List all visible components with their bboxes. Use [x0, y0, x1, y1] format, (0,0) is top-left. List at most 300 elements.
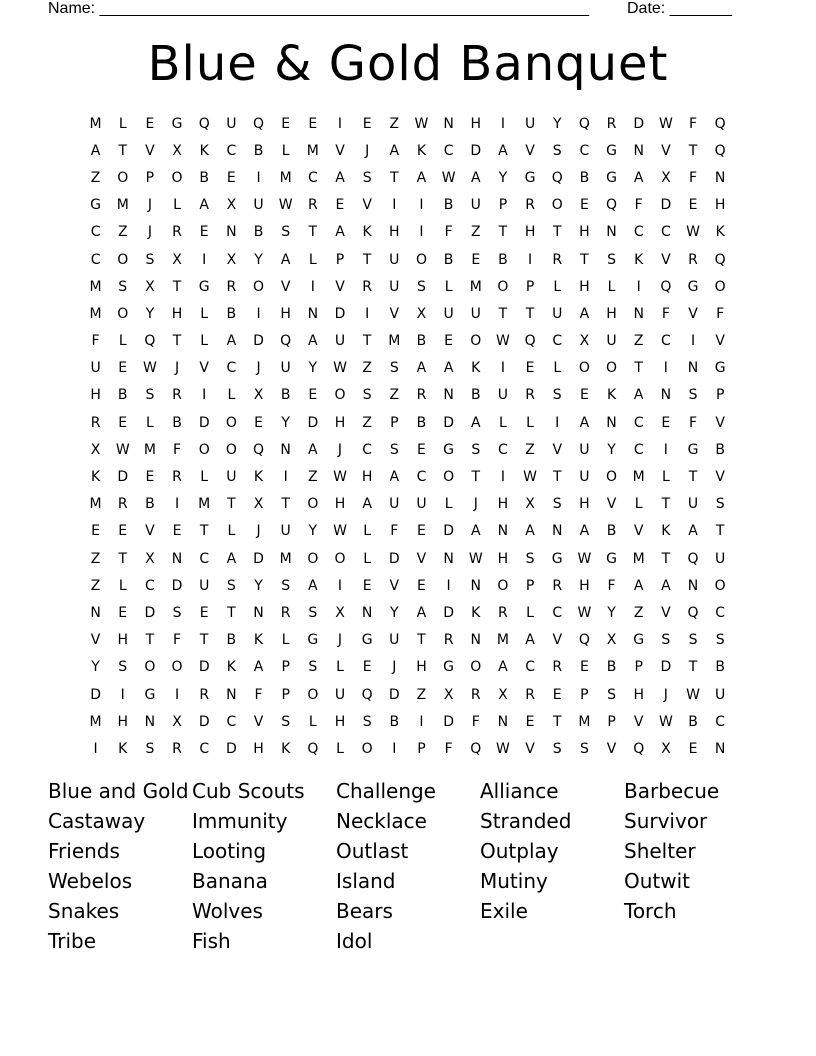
grid-letter: H	[633, 686, 644, 703]
grid-letter: I	[419, 197, 424, 214]
grid-letter: L	[200, 469, 209, 486]
grid-letter: D	[633, 115, 645, 132]
grid-letter: L	[336, 740, 344, 757]
grid-letter: L	[227, 523, 236, 540]
grid-letter: H	[117, 713, 128, 730]
grid-letter: D	[443, 414, 454, 431]
grid-letter: A	[498, 659, 508, 676]
grid-letter: V	[525, 740, 535, 757]
grid-letter: R	[525, 686, 535, 703]
grid-letter: N	[633, 142, 644, 159]
grid-row	[82, 572, 734, 599]
word-list-item: Looting	[192, 839, 267, 863]
grid-letter: C	[443, 142, 454, 159]
grid-letter: O	[497, 577, 509, 594]
grid-letter: X	[226, 197, 237, 214]
grid-letter: S	[145, 740, 155, 757]
grid-letter: B	[606, 523, 617, 540]
grid-letter: N	[687, 577, 699, 594]
grid-letter: S	[281, 224, 291, 241]
grid-letter: H	[280, 305, 291, 322]
grid-letter: Y	[254, 577, 263, 594]
grid-letter: V	[280, 278, 291, 295]
grid-letter: L	[661, 469, 670, 486]
grid-letter: O	[307, 550, 319, 567]
grid-letter: G	[606, 142, 617, 159]
grid-letter: F	[173, 632, 182, 649]
grid-letter: T	[362, 333, 372, 350]
grid-letter: D	[660, 197, 672, 214]
grid-letter: M	[89, 115, 102, 132]
grid-letter: R	[552, 659, 563, 676]
grid-letter: S	[552, 740, 562, 757]
grid-row	[82, 627, 734, 654]
grid-letter: H	[606, 305, 617, 322]
grid-letter: R	[172, 469, 182, 486]
grid-letter: O	[415, 251, 427, 268]
grid-letter: K	[226, 659, 236, 676]
word-list-item: Mutiny	[480, 869, 548, 893]
grid-letter: L	[200, 333, 209, 350]
grid-letter: F	[661, 305, 670, 322]
grid-row	[82, 708, 734, 735]
grid-letter: M	[279, 550, 292, 567]
grid-letter: A	[308, 333, 318, 350]
grid-letter: X	[443, 686, 454, 703]
grid-letter: C	[226, 142, 237, 159]
grid-letter: B	[117, 387, 128, 404]
grid-letter: U	[253, 197, 264, 214]
grid-letter: T	[362, 251, 372, 268]
grid-letter: O	[443, 469, 455, 486]
grid-letter: L	[145, 414, 154, 431]
grid-letter: U	[90, 360, 101, 377]
grid-letter: Y	[308, 523, 318, 540]
grid-letter: L	[281, 142, 290, 159]
grid-letter: C	[660, 333, 671, 350]
grid-letter: K	[471, 604, 481, 621]
word-list-item: Cub Scouts	[192, 779, 305, 803]
grid-letter: N	[714, 169, 726, 186]
grid-letter: D	[171, 577, 183, 594]
grid-letter: R	[552, 251, 563, 268]
grid-letter: E	[118, 360, 128, 377]
grid-letter: E	[688, 197, 698, 214]
grid-letter: V	[416, 550, 427, 567]
grid-letter: G	[714, 360, 726, 377]
grid-letter: U	[470, 305, 481, 322]
grid-letter: Q	[578, 115, 590, 132]
grid-letter: A	[633, 577, 644, 594]
grid-letter: N	[687, 360, 699, 377]
grid-letter: C	[633, 224, 644, 241]
grid-letter: K	[715, 224, 725, 241]
grid-letter: X	[145, 278, 155, 295]
grid-letter: I	[392, 197, 397, 214]
word-list-item: Outwit	[624, 869, 691, 893]
grid-letter: L	[308, 713, 317, 730]
grid-letter: F	[91, 333, 100, 350]
grid-letter: I	[256, 169, 261, 186]
grid-letter: D	[443, 713, 454, 730]
grid-letter: A	[226, 333, 237, 350]
grid-letter: N	[633, 305, 644, 322]
grid-letter: A	[579, 523, 590, 540]
grid-letter: I	[663, 441, 668, 458]
grid-letter: F	[688, 115, 698, 132]
grid-letter: Z	[90, 577, 101, 594]
grid-letter: Q	[633, 740, 645, 757]
grid-letter: M	[306, 142, 319, 159]
grid-letter: N	[470, 577, 481, 594]
grid-letter: W	[468, 550, 483, 567]
grid-row	[82, 219, 734, 246]
grid-letter: I	[500, 360, 505, 377]
grid-letter: T	[227, 604, 236, 621]
grid-letter: E	[118, 604, 128, 621]
word-list	[48, 778, 768, 954]
grid-letter: V	[362, 197, 372, 214]
grid-letter: O	[307, 496, 319, 513]
grid-letter: Q	[687, 550, 699, 567]
grid-letter: R	[90, 414, 101, 431]
grid-letter: F	[688, 414, 698, 431]
grid-row	[82, 654, 734, 681]
word-list-item: Snakes	[48, 899, 120, 923]
grid-letter: N	[443, 387, 454, 404]
grid-letter: U	[280, 523, 291, 540]
grid-letter: C	[633, 441, 644, 458]
grid-letter: B	[145, 496, 155, 513]
grid-letter: W	[496, 333, 510, 350]
grid-letter: W	[441, 169, 456, 186]
grid-letter: D	[443, 523, 454, 540]
grid-letter: S	[579, 740, 589, 757]
grid-letter: C	[199, 740, 210, 757]
grid-letter: T	[688, 469, 698, 486]
grid-letter: K	[118, 740, 128, 757]
grid-letter: A	[661, 577, 671, 594]
grid-letter: Z	[525, 441, 535, 458]
word-list-item: Wolves	[192, 899, 263, 923]
grid-letter: Y	[607, 441, 616, 458]
grid-letter: U	[606, 333, 617, 350]
grid-letter: R	[362, 278, 372, 295]
grid-letter: Y	[281, 414, 290, 431]
grid-letter: T	[661, 496, 671, 513]
grid-letter: V	[335, 278, 345, 295]
grid-letter: Q	[606, 197, 618, 214]
grid-letter: I	[690, 333, 696, 350]
grid-letter: B	[688, 713, 698, 730]
grid-letter: T	[552, 224, 562, 241]
grid-letter: E	[417, 441, 426, 458]
grid-letter: C	[416, 469, 427, 486]
word-list-item: Challenge	[336, 779, 436, 803]
grid-letter: T	[688, 142, 698, 159]
grid-letter: I	[202, 251, 207, 268]
grid-letter: E	[471, 251, 481, 268]
grid-letter: B	[199, 169, 209, 186]
grid-letter: A	[90, 142, 101, 159]
grid-letter: U	[226, 115, 237, 132]
grid-letter: Z	[470, 224, 481, 241]
grid-letter: N	[226, 224, 237, 241]
grid-letter: H	[171, 305, 183, 322]
grid-letter: O	[470, 333, 482, 350]
grid-letter: H	[470, 115, 482, 132]
grid-letter: N	[226, 686, 237, 703]
grid-letter: A	[470, 169, 481, 186]
grid-letter: Z	[362, 414, 372, 431]
grid-letter: Q	[253, 441, 265, 458]
grid-letter: H	[334, 496, 346, 513]
grid-letter: I	[174, 686, 180, 703]
grid-letter: C	[145, 577, 155, 594]
grid-letter: T	[199, 523, 209, 540]
grid-letter: G	[687, 441, 699, 458]
grid-letter: C	[715, 713, 726, 730]
grid-letter: U	[579, 469, 590, 486]
grid-letter: E	[579, 387, 589, 404]
grid-letter: X	[172, 142, 182, 159]
word-list-item: Alliance	[480, 779, 559, 803]
grid-letter: A	[389, 469, 400, 486]
grid-letter: F	[688, 169, 698, 186]
grid-letter: S	[607, 686, 616, 703]
grid-letter: Q	[307, 740, 319, 757]
grid-letter: W	[142, 360, 157, 377]
grid-letter: P	[145, 169, 155, 186]
word-list-item: Torch	[624, 899, 677, 923]
grid-letter: U	[443, 305, 454, 322]
grid-letter: J	[174, 360, 180, 377]
grid-letter: A	[226, 550, 237, 567]
grid-letter: A	[308, 441, 318, 458]
grid-row	[82, 436, 734, 463]
grid-row	[82, 409, 734, 436]
grid-letter: D	[198, 659, 210, 676]
grid-letter: D	[253, 333, 264, 350]
grid-letter: C	[579, 142, 590, 159]
grid-letter: H	[497, 496, 509, 513]
grid-letter: X	[253, 387, 264, 404]
grid-letter: C	[552, 604, 563, 621]
grid-letter: A	[579, 305, 590, 322]
grid-letter: E	[118, 523, 128, 540]
grid-letter: R	[280, 604, 291, 621]
grid-letter: D	[388, 550, 400, 567]
grid-letter: R	[498, 604, 508, 621]
grid-letter: T	[281, 496, 290, 513]
grid-letter: C	[90, 224, 101, 241]
grid-letter: E	[362, 659, 372, 676]
grid-letter: K	[253, 469, 264, 486]
grid-letter: D	[334, 305, 346, 322]
grid-letter: O	[470, 659, 482, 676]
grid-letter: B	[715, 441, 725, 458]
grid-row	[82, 246, 734, 273]
grid-letter: K	[253, 632, 264, 649]
grid-letter: S	[118, 659, 128, 676]
grid-letter: V	[552, 632, 563, 649]
grid-letter: N	[551, 523, 563, 540]
grid-row	[82, 463, 734, 490]
grid-letter: E	[579, 197, 589, 214]
grid-letter: K	[362, 224, 372, 241]
grid-letter: V	[90, 632, 101, 649]
grid-letter: X	[606, 632, 617, 649]
grid-letter: Y	[498, 169, 508, 186]
grid-letter: Z	[117, 224, 128, 241]
grid-letter: B	[280, 387, 291, 404]
grid-letter: A	[470, 414, 481, 431]
grid-letter: E	[417, 577, 426, 594]
grid-letter: L	[173, 197, 181, 214]
grid-letter: T	[634, 360, 643, 377]
grid-letter: O	[334, 387, 346, 404]
grid-letter: T	[390, 169, 399, 186]
grid-letter: E	[417, 523, 426, 540]
grid-letter: H	[579, 577, 590, 594]
grid-letter: U	[280, 360, 291, 377]
grid-letter: G	[606, 550, 617, 567]
grid-letter: D	[660, 659, 672, 676]
grid-letter: P	[715, 387, 725, 404]
grid-letter: E	[199, 604, 209, 621]
grid-letter: Q	[714, 251, 726, 268]
grid-letter: Y	[91, 659, 100, 676]
grid-letter: M	[496, 632, 509, 649]
grid-letter: N	[714, 740, 726, 757]
grid-letter: V	[661, 251, 671, 268]
grid-letter: Q	[714, 115, 726, 132]
grid-letter: C	[226, 360, 237, 377]
grid-letter: P	[390, 414, 399, 431]
word-list-item: Castaway	[48, 809, 146, 833]
grid-letter: V	[715, 469, 725, 486]
grid-letter: J	[473, 496, 478, 513]
word-list-item: Webelos	[48, 869, 133, 893]
grid-letter: E	[688, 740, 698, 757]
grid-letter: W	[333, 360, 347, 377]
grid-letter: G	[443, 659, 455, 676]
word-list-item: Bears	[336, 899, 393, 923]
grid-letter: D	[307, 414, 319, 431]
grid-letter: V	[715, 333, 725, 350]
grid-letter: U	[687, 496, 699, 513]
grid-letter: G	[171, 115, 183, 132]
grid-letter: L	[308, 251, 317, 268]
grid-letter: I	[174, 496, 180, 513]
grid-letter: V	[661, 142, 671, 159]
grid-letter: O	[117, 305, 129, 322]
grid-letter: W	[496, 740, 510, 757]
word-list-item: Immunity	[192, 809, 288, 833]
grid-letter: F	[390, 523, 399, 540]
grid-letter: N	[470, 632, 481, 649]
grid-letter: B	[172, 414, 182, 431]
grid-letter: I	[663, 360, 668, 377]
grid-letter: W	[686, 224, 700, 241]
grid-letter: C	[633, 414, 644, 431]
grid-row	[82, 545, 734, 572]
grid-letter: E	[91, 523, 100, 540]
grid-letter: T	[227, 496, 236, 513]
grid-letter: H	[334, 414, 346, 431]
grid-letter: A	[688, 523, 698, 540]
grid-letter: O	[334, 550, 346, 567]
grid-letter: M	[89, 713, 102, 730]
grid-letter: Y	[552, 115, 562, 132]
grid-letter: E	[661, 414, 671, 431]
grid-letter: S	[688, 632, 698, 649]
grid-letter: E	[145, 115, 155, 132]
grid-letter: O	[198, 441, 210, 458]
grid-letter: T	[145, 632, 155, 649]
grid-letter: J	[337, 441, 343, 458]
grid-letter: W	[658, 115, 673, 132]
grid-letter: N	[660, 387, 672, 404]
grid-letter: E	[281, 115, 291, 132]
grid-letter: C	[715, 604, 726, 621]
grid-letter: P	[335, 251, 345, 268]
grid-letter: K	[661, 523, 671, 540]
grid-letter: X	[661, 740, 671, 757]
grid-letter: I	[310, 278, 315, 295]
grid-letter: G	[443, 441, 455, 458]
grid-letter: V	[688, 305, 698, 322]
grid-letter: P	[498, 197, 508, 214]
grid-letter: S	[362, 169, 372, 186]
grid-letter: S	[118, 278, 128, 295]
grid-letter: J	[365, 142, 370, 159]
grid-letter: B	[443, 251, 454, 268]
grid-letter: M	[89, 278, 102, 295]
grid-letter: A	[335, 169, 345, 186]
word-list-item: Shelter	[624, 839, 696, 863]
grid-letter: A	[253, 659, 264, 676]
grid-letter: A	[633, 387, 644, 404]
grid-letter: Z	[416, 686, 427, 703]
grid-letter: K	[90, 469, 101, 486]
grid-letter: D	[198, 414, 210, 431]
grid-letter: T	[118, 142, 128, 159]
grid-letter: G	[90, 197, 101, 214]
grid-letter: U	[389, 496, 400, 513]
grid-letter: Z	[362, 360, 372, 377]
grid-letter: U	[552, 305, 563, 322]
grid-letter: T	[498, 224, 508, 241]
grid-letter: S	[226, 577, 236, 594]
grid-letter: X	[335, 604, 345, 621]
grid-letter: S	[552, 387, 562, 404]
grid-letter: A	[525, 632, 535, 649]
grid-letter: G	[633, 632, 645, 649]
grid-letter: L	[336, 659, 344, 676]
grid-letter: U	[334, 333, 346, 350]
grid-letter: Z	[308, 469, 318, 486]
grid-letter: S	[389, 441, 399, 458]
grid-letter: K	[416, 142, 427, 159]
grid-letter: U	[226, 469, 237, 486]
grid-letter: I	[419, 224, 424, 241]
grid-letter: K	[199, 142, 209, 159]
grid-letter: V	[633, 523, 644, 540]
grid-letter: S	[145, 251, 155, 268]
grid-letter: T	[580, 251, 589, 268]
grid-letter: R	[172, 224, 182, 241]
